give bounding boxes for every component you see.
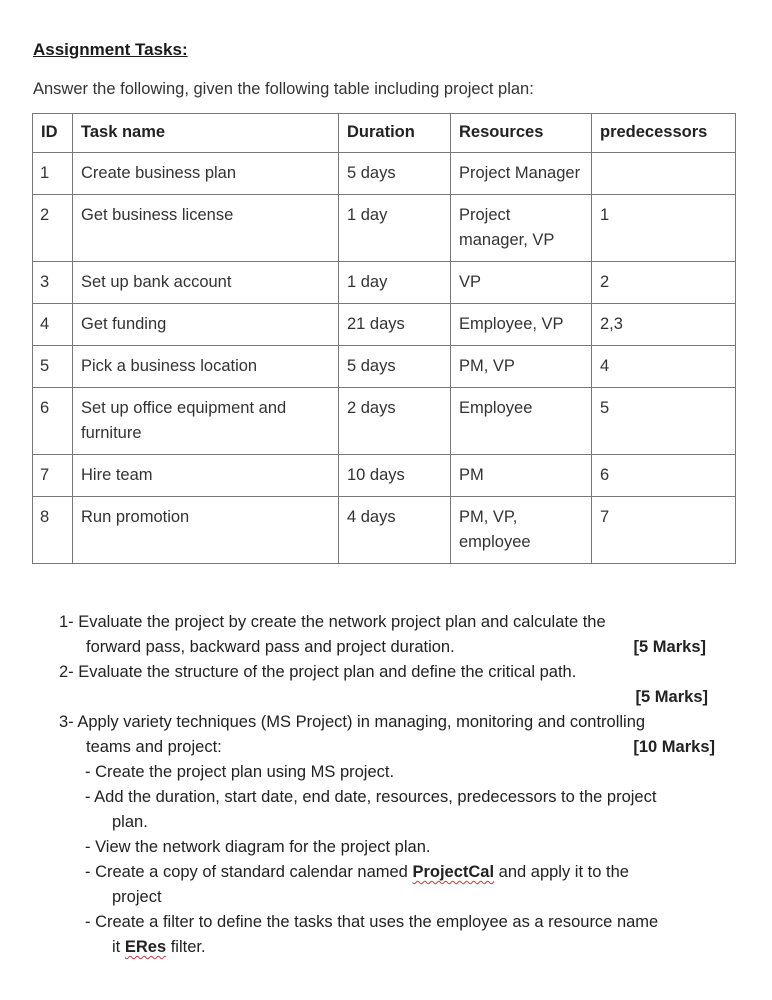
cell-duration: 5 days: [339, 153, 451, 195]
bullet-item: [85, 785, 723, 835]
table-row: [33, 195, 736, 262]
bullet-item: - View the network diagram for the project plan.: [85, 838, 431, 856]
cell-duration: 2 days: [339, 388, 451, 455]
cell-id: 6: [33, 388, 73, 455]
cell-predecessors: 1: [592, 195, 736, 262]
assignment-title: Assignment Tasks:: [33, 40, 188, 59]
table-row: [33, 388, 736, 455]
cell-duration: 1 day: [339, 195, 451, 262]
bullet-item: - Create the project plan using MS project.: [85, 763, 395, 781]
header-task-name: Task name: [73, 114, 339, 153]
bullet-text: and apply it to the: [494, 863, 629, 881]
table-row: [33, 262, 736, 304]
table-row: [33, 153, 736, 195]
cell-duration: 21 days: [339, 304, 451, 346]
cell-resources: PM, VP, employee: [451, 497, 592, 564]
cell-resources: Project manager, VP: [451, 195, 592, 262]
table-header-row: [33, 114, 736, 153]
cell-task: Get business license: [73, 195, 339, 262]
cell-duration: 4 days: [339, 497, 451, 564]
cell-id: 8: [33, 497, 73, 564]
cell-predecessors: 7: [592, 497, 736, 564]
bullet-text: it: [112, 938, 125, 956]
cell-task: Pick a business location: [73, 346, 339, 388]
question-1-line-1: 1- Evaluate the project by create the network project plan and calculate the: [59, 613, 606, 631]
bullet-item: [85, 910, 723, 960]
cell-predecessors: [592, 153, 736, 195]
intro-text: Answer the following, given the following table including project plan:: [33, 80, 534, 98]
question-2-marks: [5 Marks]: [635, 688, 708, 706]
question-3-marks: [10 Marks]: [633, 738, 715, 756]
header-id: ID: [33, 114, 73, 153]
bullet-line: [85, 860, 723, 885]
bullet-text: filter.: [166, 938, 206, 956]
question-3-line-2: [59, 735, 723, 760]
question-1-text: forward pass, backward pass and project duration.: [86, 638, 455, 656]
project-plan-table: [32, 113, 736, 564]
header-duration: Duration: [339, 114, 451, 153]
question-3-bullets: [59, 760, 723, 960]
cell-resources: Employee: [451, 388, 592, 455]
question-list: [59, 610, 723, 960]
bullet-continuation: project: [112, 888, 162, 906]
filter-name: ERes: [124, 938, 167, 956]
header-resources: Resources: [451, 114, 592, 153]
cell-predecessors: 2: [592, 262, 736, 304]
cell-resources: PM, VP: [451, 346, 592, 388]
cell-predecessors: 4: [592, 346, 736, 388]
header-predecessors: predecessors: [592, 114, 736, 153]
cell-resources: Employee, VP: [451, 304, 592, 346]
cell-predecessors: 2,3: [592, 304, 736, 346]
bullet-continuation: plan.: [112, 813, 148, 831]
table-row: [33, 346, 736, 388]
cell-id: 4: [33, 304, 73, 346]
bullet-line: - Add the duration, start date, end date, resources, predecessors to the project: [85, 788, 657, 806]
question-1-marks: [5 Marks]: [633, 638, 706, 656]
table-row: [33, 455, 736, 497]
bullet-line: - Create a filter to define the tasks that uses the employee as a resource name: [85, 913, 659, 931]
cell-resources: Project Manager: [451, 153, 592, 195]
cell-duration: 5 days: [339, 346, 451, 388]
table-row: [33, 304, 736, 346]
cell-resources: PM: [451, 455, 592, 497]
cell-id: 2: [33, 195, 73, 262]
cell-task: Hire team: [73, 455, 339, 497]
table-row: [33, 497, 736, 564]
question-1-line-2: [59, 635, 723, 660]
cell-duration: 1 day: [339, 262, 451, 304]
question-2-line-1: 2- Evaluate the structure of the project plan and define the critical path.: [59, 663, 577, 681]
question-1: [59, 610, 723, 660]
question-3: [59, 710, 723, 960]
cell-duration: 10 days: [339, 455, 451, 497]
cell-task: Get funding: [73, 304, 339, 346]
cell-resources: VP: [451, 262, 592, 304]
cell-id: 1: [33, 153, 73, 195]
question-3-text: teams and project:: [86, 738, 222, 756]
question-2: [59, 660, 723, 710]
question-2-marks-line: [59, 685, 723, 710]
calendar-name: ProjectCal: [412, 863, 495, 881]
bullet-text: - Create a copy of standard calendar named: [85, 863, 413, 881]
question-3-line-1: 3- Apply variety techniques (MS Project) in managing, monitoring and controlling: [59, 713, 646, 731]
cell-task: Create business plan: [73, 153, 339, 195]
cell-predecessors: 5: [592, 388, 736, 455]
cell-task: Set up bank account: [73, 262, 339, 304]
cell-id: 5: [33, 346, 73, 388]
bullet-item: [85, 860, 723, 910]
cell-id: 3: [33, 262, 73, 304]
bullet-continuation: [85, 935, 723, 960]
cell-task: Set up office equipment and furniture: [73, 388, 339, 455]
cell-id: 7: [33, 455, 73, 497]
cell-predecessors: 6: [592, 455, 736, 497]
cell-task: Run promotion: [73, 497, 339, 564]
